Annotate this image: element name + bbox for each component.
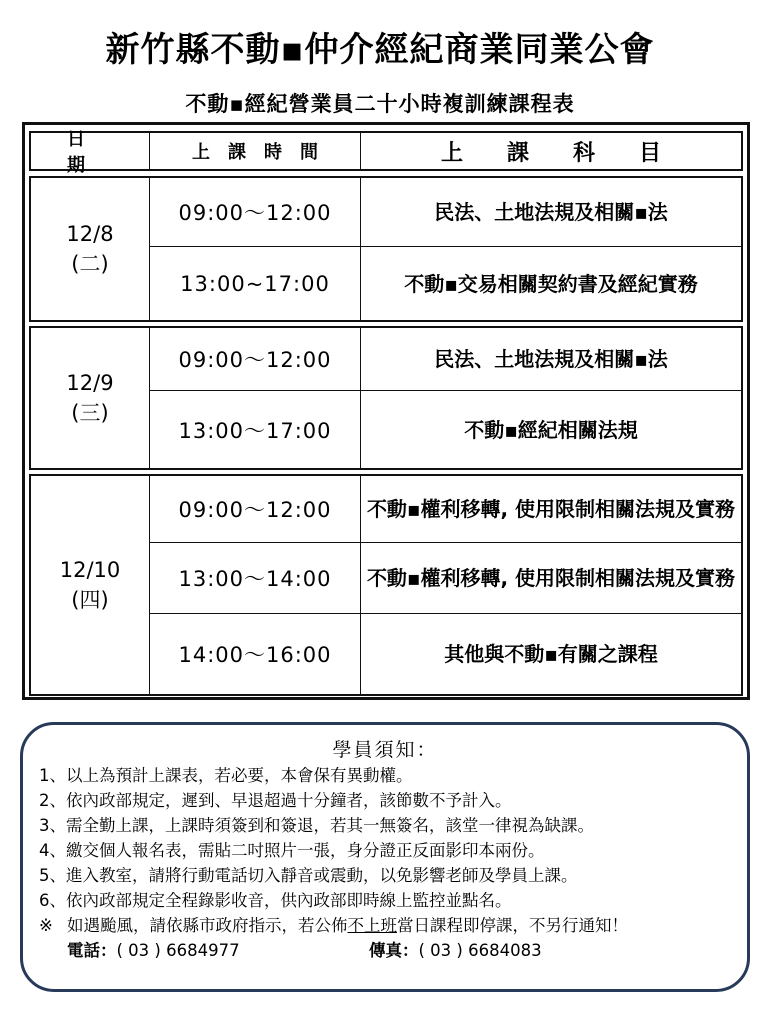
typhoon-notice xyxy=(39,913,628,938)
page-subtitle: 不動▪經紀營業員二十小時複訓練課程表 xyxy=(185,92,575,116)
page-title: 新竹縣不動▪仲介經紀商業同業公會 xyxy=(105,30,655,70)
session-time: 13:00~17:00 xyxy=(180,271,330,296)
day-date-cell xyxy=(31,328,149,468)
session-time: 09:00～12:00 xyxy=(178,498,332,522)
table-header-row xyxy=(29,129,743,176)
session-subject: 不動▪權利移轉, 使用限制相關法規及實務 xyxy=(366,566,736,590)
contact-info xyxy=(67,937,542,961)
session-subject: 民法、土地法規及相關▪法 xyxy=(434,347,668,371)
day-date: 12/9 xyxy=(66,371,114,395)
day-weekday: (二) xyxy=(71,252,109,276)
session-subject: 不動▪交易相關契約書及經紀實務 xyxy=(404,271,698,296)
day-date-cell xyxy=(31,178,149,320)
day-block xyxy=(29,176,743,322)
day-weekday: (四) xyxy=(71,588,109,612)
day-weekday: (三) xyxy=(71,401,109,425)
notice-item: 3、需全勤上課，上課時須簽到和簽退，若其一無簽名，該堂一律視為缺課。 xyxy=(39,816,594,835)
phone-label: 電話： xyxy=(67,941,117,960)
session-time: 13:00～14:00 xyxy=(178,567,332,591)
notice-item: 4、繳交個人報名表，需貼二吋照片一張，身分證正反面影印本兩份。 xyxy=(39,841,545,860)
notice-item: 1、以上為預計上課表，若必要，本會保有異動權。 xyxy=(39,766,413,785)
session-time: 13:00～17:00 xyxy=(178,418,332,443)
notice-item: 2、依內政部規定，遲到、早退超過十分鐘者，該節數不予計入。 xyxy=(39,791,512,810)
day-date: 12/8 xyxy=(66,222,114,246)
note-mark: ※ xyxy=(39,916,53,935)
session-time: 09:00～12:00 xyxy=(178,201,332,225)
day-date-cell xyxy=(31,476,149,694)
header-subject: 上課科目 xyxy=(440,140,705,166)
session-time: 14:00～16:00 xyxy=(178,643,332,667)
notice-list xyxy=(39,763,628,938)
notice-box xyxy=(20,722,750,992)
day-block xyxy=(29,474,743,696)
header-time: 上課時間 xyxy=(192,142,336,163)
fax-info xyxy=(369,937,542,961)
fax-label: 傳真： xyxy=(369,941,419,960)
notice-item: 5、進入教室，請將行動電話切入靜音或震動，以免影響老師及學員上課。 xyxy=(39,866,578,885)
session-subject: 其他與不動▪有關之課程 xyxy=(444,642,658,666)
session-time: 09:00～12:00 xyxy=(178,348,332,372)
typhoon-text-underlined: 不上班 xyxy=(347,916,397,935)
typhoon-text-after: 當日課程即停課，不另行通知！ xyxy=(397,916,628,935)
day-date: 12/10 xyxy=(59,558,121,582)
header-date: 日期 xyxy=(67,129,125,176)
session-subject: 不動▪權利移轉, 使用限制相關法規及實務 xyxy=(366,497,736,521)
typhoon-text-before: 如遇颱風，請依縣市政府指示，若公佈 xyxy=(67,916,348,935)
notice-item: 6、依內政部規定全程錄影收音，供內政部即時線上監控並點名。 xyxy=(39,891,512,910)
day-block xyxy=(29,326,743,470)
notice-title: 學員須知： xyxy=(332,739,438,761)
schedule-table xyxy=(22,122,750,700)
phone-number: ( 03 ) 6684977 xyxy=(116,941,240,960)
session-subject: 民法、土地法規及相關▪法 xyxy=(434,200,668,224)
fax-number: ( 03 ) 6684083 xyxy=(418,941,542,960)
session-subject: 不動▪經紀相關法規 xyxy=(464,417,638,442)
